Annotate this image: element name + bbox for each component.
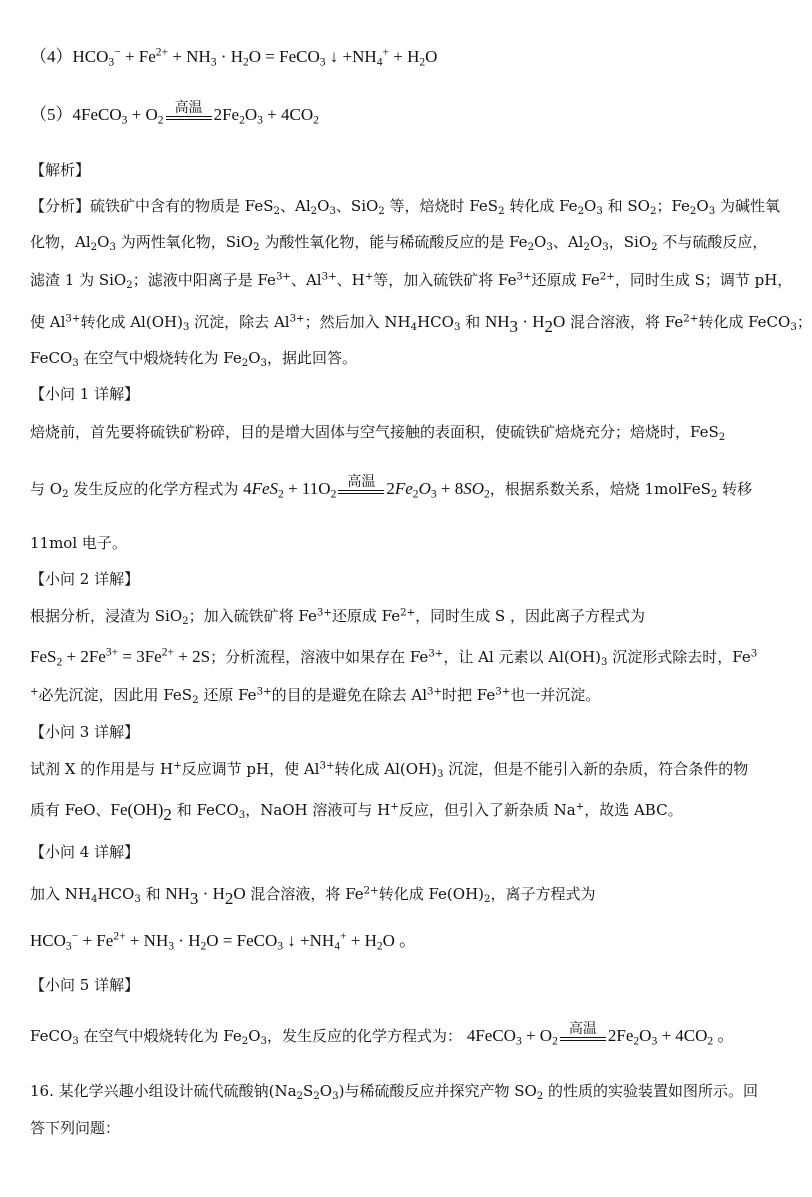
subquestion-4-equation: $HCO_3^- + Fe^{2+} + NH_3 \cdot H_2O$ = FeCO$_3$ ↓ $+NH_4^+ + H_2O$ 。 (30, 929, 417, 953)
analysis-paragraph: 使 $Al^{3+}$转化成 $Al(OH)_3$ 沉淀，除去 $Al^{3+}$；然后加入 $NH_4HCO_3$ 和 $NH_3 \cdot H_2O$ 混合溶液，将 $Fe^{2+}$转化成 FeCO$_3$； (30, 312, 812, 337)
subquestion-3-text: 质有 FeO、$Fe(OH)_2$ 和 FeCO$_3$，NaOH 溶液可与 H+反应，但引入了新杂质 Na+，故选 ABC。 (30, 800, 683, 825)
answer-4-equation: $(4)HCO_3^- + Fe^{2+} + NH_3 \cdot H_2O$ = FeCO$_3$ ↓ $+NH_4^+ + H_2O$ (30, 45, 438, 69)
subquestion-4-text: 加入 $NH_4HCO_3$ 和 $NH_3 \cdot H_2O$ 混合溶液，将 $Fe^{2+}$转化成 $Fe(OH)_2$，离子方程式为 (30, 884, 596, 909)
question-16-text: 答下列问题： (30, 1119, 121, 1137)
subquestion-2-text: 根据分析，浸渣为 SiO$_2$；加入硫铁矿将 $Fe^{3+}$还原成 $Fe^{2+}$，同时生成 S ，因此离子方程式为 (30, 607, 645, 628)
subquestion-1-heading: 【小问 1 详解】 (30, 385, 140, 403)
subquestion-2-text: +必先沉淀，因此用 FeS$_2$ 还原 $Fe^{3+}$的目的是避免在除去 $Al^{3+}$时把 $Fe^{3+}$也一并沉淀。 (30, 686, 601, 707)
answer-5-equation: （5）4FeCO$_3$ + $O_2$ 高温 $2Fe_2O_3 + 4CO_2$ (30, 100, 319, 127)
question-16-text: 16. 某化学兴趣小组设计硫代硫酸钠$(Na_2S_2O_3)$与稀硫酸反应并探究产物 $SO_2$ 的性质的实验装置如图所示。回 (30, 1082, 759, 1103)
subquestion-1-equation-line: 与 $O_2$ 发生反应的化学方程式为 $4FeS_2 + 11O_2$ 高温 $2Fe_2O_3 + 8SO_2$，根据系数关系，焙烧 1molFeS$_2$ 转移 (30, 474, 753, 501)
subquestion-5-equation-line: FeCO$_3$ 在空气中煅烧转化为 $Fe_2O_3$，发生反应的化学方程式为： 4FeCO$_3$ + $O_2$ 高温 $2Fe_2O_3 + 4CO_2$ 。 (30, 1021, 735, 1048)
section-analysis-heading: 【解析】 (30, 161, 91, 179)
subquestion-1-text: 11mol 电子。 (30, 534, 127, 552)
subquestion-4-heading: 【小问 4 详解】 (30, 843, 140, 861)
analysis-paragraph: 滤渣 1 为 SiO$_2$；滤液中阳离子是 $Fe^{3+}$、$Al^{3+}$、H+等，加入硫铁矿将 $Fe^{3+}$还原成 $Fe^{2+}$，同时生成 S；调节 pH， (30, 271, 793, 292)
subquestion-3-text: 试剂 X 的作用是与 H+反应调节 pH，使 $Al^{3+}$转化成 $Al(OH)_3$ 沉淀，但是不能引入新的杂质，符合条件的物 (30, 760, 749, 781)
subquestion-2-equation-line: $FeS_2 + 2Fe^{3+} = 3Fe^{2+} + 2S$；分析流程，溶液中如果存在 $Fe^{3+}$，让 Al 元素以 $Al(OH)_3$ 沉淀形式除去时，Fe$^3$ (30, 645, 758, 669)
analysis-paragraph: FeCO$_3$ 在空气中煅烧转化为 $Fe_2O_3$，据此回答。 (30, 349, 358, 370)
analysis-paragraph: 【分析】硫铁矿中含有的物质是 FeS$_2$、$Al_2O_3$、SiO$_2$ 等，焙烧时 FeS$_2$ 转化成 $Fe_2O_3$ 和 $SO_2$；$Fe_2O_3$ 为碱性氧 (30, 197, 780, 218)
subquestion-2-heading: 【小问 2 详解】 (30, 570, 140, 588)
subquestion-5-heading: 【小问 5 详解】 (30, 976, 140, 994)
subquestion-1-text: 焙烧前，首先要将硫铁矿粉碎，目的是增大固体与空气接触的表面积，使硫铁矿焙烧充分；焙烧时，FeS$_2$ (30, 423, 726, 444)
subquestion-3-heading: 【小问 3 详解】 (30, 723, 140, 741)
analysis-paragraph: 化物，$Al_2O_3$ 为两性氧化物，SiO$_2$ 为酸性氧化物，能与稀硫酸反应的是 $Fe_2O_3$、$Al_2O_3$，SiO$_2$ 不与硫酸反应， (30, 233, 768, 254)
